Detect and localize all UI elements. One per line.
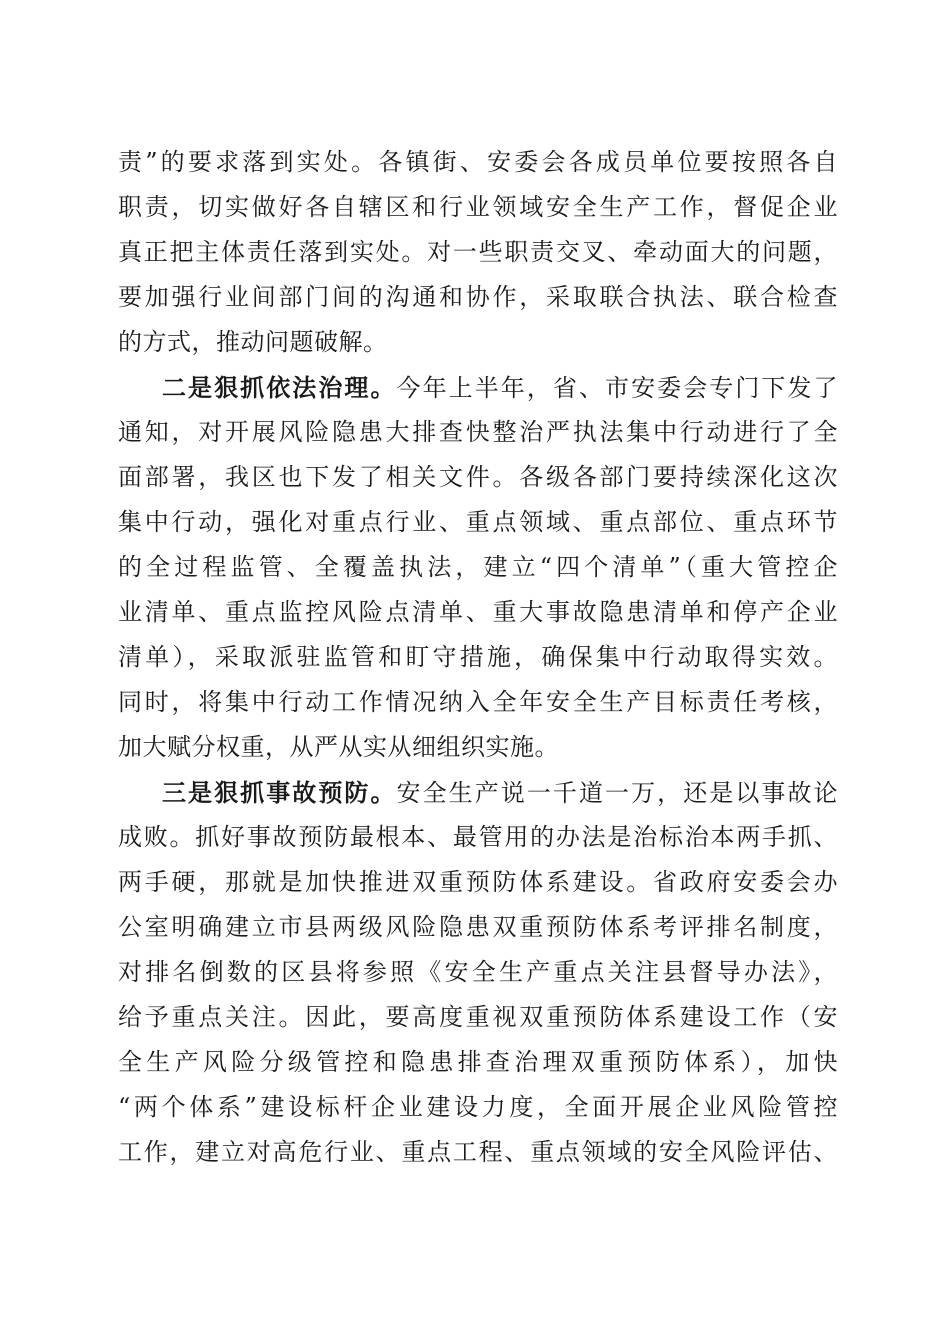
text-line: “两个体系”建设标杆企业建设力度，全面开展企业风险管控 [118,1093,838,1121]
text-run: 今年上半年，省、市安委会专门下发了 [396,374,839,402]
paragraph-heading: 三是狠抓事故预防。 [162,778,397,807]
body-text [118,140,838,1175]
text-line: 清单），采取派驻监管和盯守措施，确保集中行动取得实效。 [118,643,838,671]
text-line: 真正把主体责任落到实处。对一些职责交叉、牵动面大的问题， [118,238,838,266]
text-line: 通知，对开展风险隐患大排查快整治严执法集中行动进行了全 [118,418,838,446]
text-line: 对排名倒数的区县将参照《安全生产重点关注县督导办法》， [118,958,838,986]
text-line: 职责，切实做好各自辖区和行业领域安全生产工作，督促企业 [118,193,838,221]
text-run: 安全生产说一千道一万，还是以事故论 [396,779,839,807]
text-line: 要加强行业间部门间的沟通和协作，采取联合执法、联合检查 [118,283,838,311]
text-line: 给予重点关注。因此，要高度重视双重预防体系建设工作（安 [118,1003,838,1031]
text-line: 的方式，推动问题破解。 [118,328,388,356]
text-line: 同时，将集中行动工作情况纳入全年安全生产目标责任考核， [118,688,838,716]
text-line: 公室明确建立市县两级风险隐患双重预防体系考评排名制度， [118,913,838,941]
paragraph-first-line [118,770,838,815]
text-line: 面部署，我区也下发了相关文件。各级各部门要持续深化这次 [118,463,838,491]
text-line: 工作，建立对高危行业、重点工程、重点领域的安全风险评估、 [118,1138,838,1166]
text-line: 责”的要求落到实处。各镇街、安委会各成员单位要按照各自 [118,148,838,176]
text-line: 业清单、重点监控风险点清单、重大事故隐患清单和停产企业 [118,598,838,626]
paragraph-first-line [118,365,838,410]
text-line: 的全过程监管、全覆盖执法，建立“四个清单”（重大管控企 [118,553,838,581]
paragraph-heading: 二是狠抓依法治理。 [162,373,397,402]
text-line: 全生产风险分级管控和隐患排查治理双重预防体系），加快 [118,1048,838,1076]
text-line: 两手硬，那就是加快推进双重预防体系建设。省政府安委会办 [118,868,838,896]
text-line: 成败。抓好事故预防最根本、最管用的办法是治标治本两手抓、 [118,823,838,851]
text-line: 加大赋分权重，从严从实从细组织实施。 [118,733,559,761]
text-line: 集中行动，强化对重点行业、重点领域、重点部位、重点环节 [118,508,838,536]
